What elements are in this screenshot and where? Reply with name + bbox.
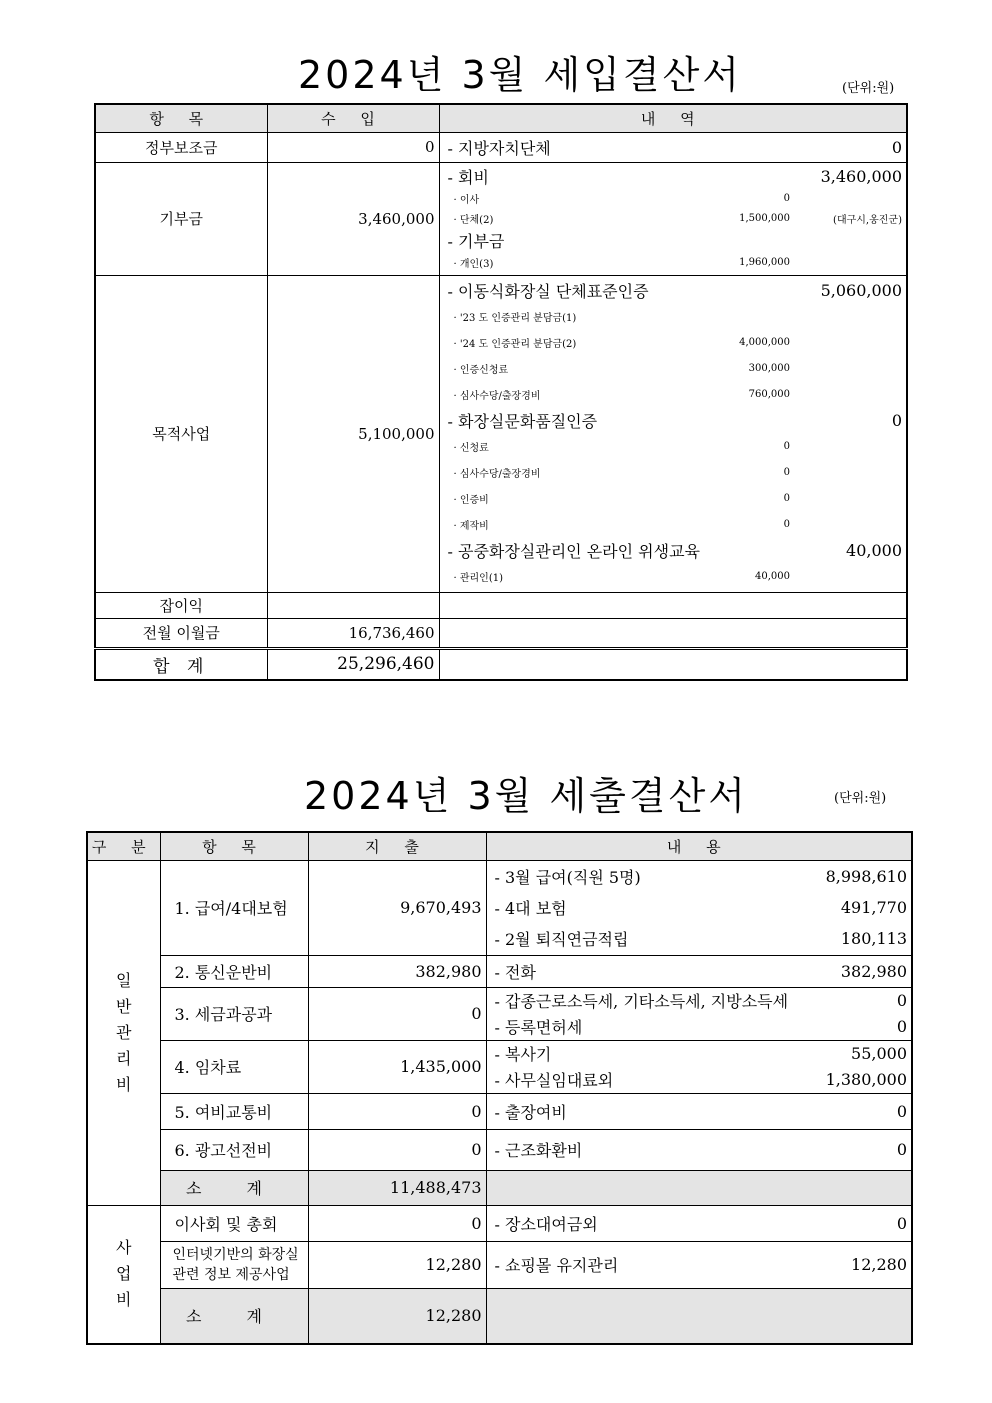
detail-sub-label: · 인증신청료: [453, 365, 509, 376]
expense-detail: - 쇼핑몰 유지관리 12,280: [486, 1241, 912, 1288]
detail-sub-amount: 0: [783, 467, 790, 478]
subtotal-amount: 11,488,473: [308, 1170, 486, 1205]
expense-row: [87, 860, 912, 955]
income-row-carry: [95, 618, 907, 648]
detail-label: - 이동식화장실 단체표준인증: [447, 282, 649, 301]
income-row-total: [95, 648, 907, 680]
expense-item: 4. 임차료: [160, 1040, 308, 1093]
income-header-item: 항 목: [95, 104, 267, 132]
detail-sub-amount: 300,000: [748, 363, 790, 374]
detail-label: - 공중화장실관리인 온라인 위생교육: [447, 542, 701, 561]
income-item: 목적사업: [95, 275, 267, 592]
detail-sub-label: · 신청료: [453, 443, 489, 454]
detail-amount: 0: [891, 137, 902, 157]
expense-header-category: 구 분: [87, 832, 160, 860]
detail-sub-label: · '24 도 인증관리 분담금(2): [453, 339, 577, 350]
detail-label: - 기부금: [447, 232, 505, 251]
detail-amount: 3,460,000: [820, 167, 902, 186]
income-item: 전월 이월금: [95, 618, 267, 648]
expense-header-item: 항 목: [160, 832, 308, 860]
expense-amount: 382,980: [308, 955, 486, 987]
expense-table: [86, 831, 913, 1345]
detail-sub-label: · 단체(2): [453, 215, 494, 226]
income-item: 잡이익: [95, 592, 267, 618]
expense-title: 2024년 3월 세출결산서: [304, 774, 748, 818]
detail-sub-note: (대구시,옹진군): [833, 215, 902, 226]
detail-sub-amount: 1,960,000: [739, 257, 790, 268]
subtotal-amount: 12,280: [308, 1288, 486, 1344]
income-row-donation: [95, 162, 907, 275]
income-detail: [439, 618, 907, 648]
expense-subtotal-row: [87, 1170, 912, 1205]
detail-sub-label: · 심사수당/출장경비: [453, 469, 541, 480]
expense-amount: 9,670,493: [308, 860, 486, 955]
category-business: 사 업 비: [87, 1205, 160, 1344]
income-detail: [439, 648, 907, 680]
expense-row: [87, 1241, 912, 1288]
detail-sub-label: · 인증비: [453, 495, 489, 506]
expense-item: 이사회 및 총회: [160, 1205, 308, 1241]
expense-item: 6. 광고선전비: [160, 1129, 308, 1170]
expense-amount: 1,435,000: [308, 1040, 486, 1093]
expense-item: 3. 세금과공과: [160, 987, 308, 1040]
expense-header-detail: 내 용: [486, 832, 912, 860]
detail-sub-amount: 1,500,000: [739, 213, 790, 224]
income-detail: [439, 275, 907, 592]
expense-detail: - 전화 382,980: [486, 955, 912, 987]
expense-header-amount: 지 출: [308, 832, 486, 860]
detail-amount: 40,000: [846, 541, 902, 560]
detail-sub-label: · 이사: [453, 195, 480, 206]
expense-detail: - 장소대여금외 0: [486, 1205, 912, 1241]
expense-unit-label: (단위:원): [834, 791, 887, 806]
expense-amount: 0: [308, 1093, 486, 1129]
income-item: 기부금: [95, 162, 267, 275]
income-unit-label: (단위:원): [842, 81, 895, 96]
income-total-label: 합 계: [95, 648, 267, 680]
expense-row: [87, 955, 912, 987]
subtotal-label: 소 계: [160, 1288, 308, 1344]
income-amount: [267, 592, 439, 618]
expense-amount: 0: [308, 987, 486, 1040]
expense-row: [87, 987, 912, 1040]
income-item: 정부보조금: [95, 132, 267, 162]
income-table: [94, 103, 908, 681]
detail-sub-label: · '23 도 인증관리 분담금(1): [453, 313, 577, 324]
income-row-purpose: [95, 275, 907, 592]
detail-sub-amount: 0: [783, 193, 790, 204]
expense-detail: - 갑종근로소득세, 기타소득세, 지방소득세 0 - 등록면허세 0: [486, 987, 912, 1040]
detail-label: - 지방자치단체: [447, 138, 551, 158]
expense-amount: 0: [308, 1129, 486, 1170]
detail-sub-amount: 40,000: [755, 571, 790, 582]
detail-sub-amount: 0: [783, 493, 790, 504]
detail-sub-amount: 0: [783, 519, 790, 530]
expense-item: 5. 여비교통비: [160, 1093, 308, 1129]
income-header-detail: 내 역: [439, 104, 907, 132]
detail-sub-amount: 0: [783, 441, 790, 452]
detail-amount: 0: [891, 411, 902, 430]
category-general-admin: 일 반 관 리 비: [87, 860, 160, 1205]
income-title: 2024년 3월 세입결산서: [298, 53, 742, 97]
income-detail: [439, 132, 907, 162]
income-detail: [439, 162, 907, 275]
expense-item: 인터넷기반의 화장실 관련 정보 제공사업: [160, 1241, 308, 1288]
detail-sub-label: · 관리인(1): [453, 573, 504, 584]
income-row-gov: [95, 132, 907, 162]
expense-detail: - 복사기 55,000 - 사무실임대료외 1,380,000: [486, 1040, 912, 1093]
income-amount: 3,460,000: [267, 162, 439, 275]
income-amount: 16,736,460: [267, 618, 439, 648]
expense-amount: 12,280: [308, 1241, 486, 1288]
income-amount: 0: [267, 132, 439, 162]
detail-label: - 회비: [447, 168, 489, 187]
expense-amount: 0: [308, 1205, 486, 1241]
detail-sub-amount: 760,000: [748, 389, 790, 400]
expense-detail: - 3월 급여(직원 5명) 8,998,610 - 4대 보험 491,770 - 2월 퇴직연금적립 180,113: [486, 860, 912, 955]
detail-amount: 5,060,000: [820, 281, 902, 300]
expense-item: 2. 통신운반비: [160, 955, 308, 987]
detail-label: - 화장실문화품질인증: [447, 412, 598, 431]
expense-detail: - 출장여비 0: [486, 1093, 912, 1129]
income-header-amount: 수 입: [267, 104, 439, 132]
income-row-misc: [95, 592, 907, 618]
subtotal-label: 소 계: [160, 1170, 308, 1205]
income-total-amount: 25,296,460: [267, 648, 439, 680]
income-detail: [439, 592, 907, 618]
expense-header-row: [87, 832, 912, 860]
detail-sub-amount: 4,000,000: [739, 337, 790, 348]
detail-sub-label: · 심사수당/출장경비: [453, 391, 541, 402]
expense-row: [87, 1040, 912, 1093]
expense-subtotal-row: [87, 1288, 912, 1344]
expense-row: [87, 1129, 912, 1170]
expense-detail: - 근조화환비 0: [486, 1129, 912, 1170]
expense-row: [87, 1205, 912, 1241]
detail-sub-label: · 제작비: [453, 521, 489, 532]
detail-sub-label: · 개인(3): [453, 259, 494, 270]
expense-item: 1. 급여/4대보험: [160, 860, 308, 955]
expense-row: [87, 1093, 912, 1129]
income-header-row: [95, 104, 907, 132]
income-amount: 5,100,000: [267, 275, 439, 592]
